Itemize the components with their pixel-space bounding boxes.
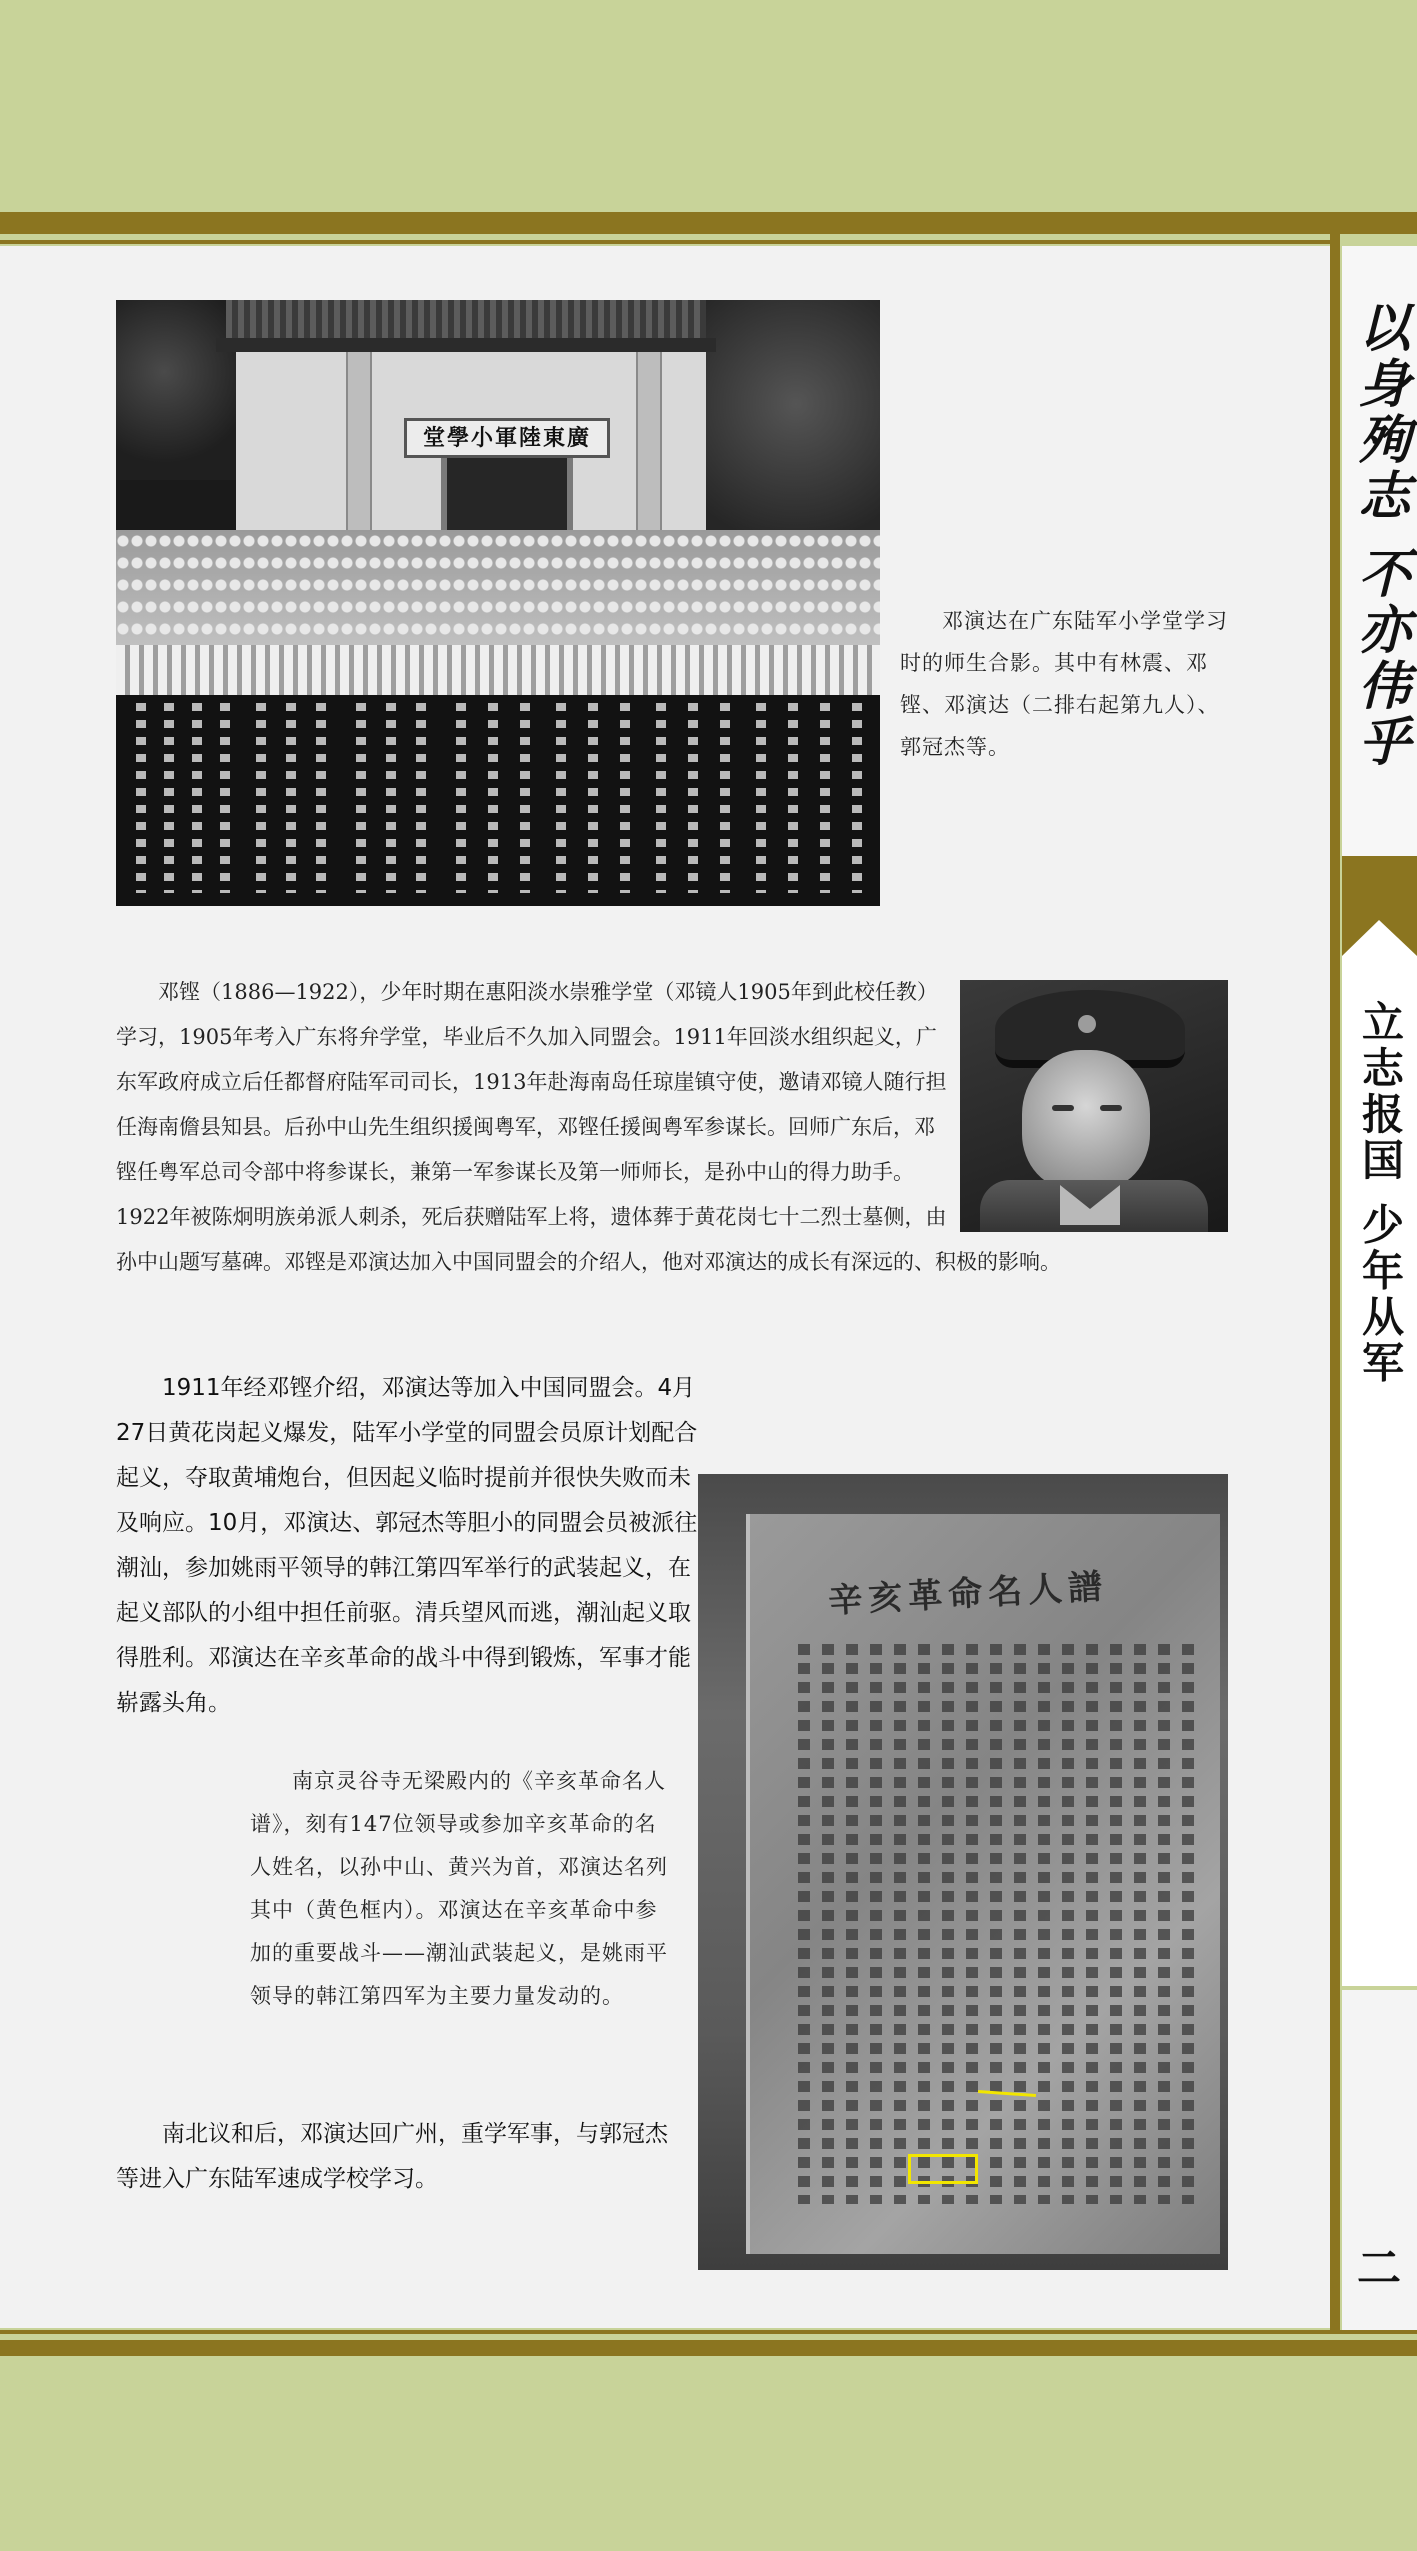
photo-caption-1: 邓演达在广东陆军小学堂学习时的师生合影。其中有林震、邓铿、邓演达（二排右起第九人）、郭冠杰等。: [900, 609, 1228, 759]
stele-slab: [746, 1514, 1220, 2254]
sidebar-rule: [1330, 234, 1340, 2330]
photo-eave: [216, 338, 716, 352]
stele-caption: 南京灵谷寺无梁殿内的《辛亥革命名人谱》，刻有147位领导或参加辛亥革命的名人姓名，以孙中山、黄兴为首，邓演达名列其中（黄色框内）。邓演达在辛亥革命中参加的重要战斗——潮汕武装起义，是姚雨平领导的韩江第四军为主要力量发动的。: [250, 1769, 668, 2008]
stele-photo: [698, 1474, 1228, 2270]
bottom-band: [0, 2356, 1417, 2551]
highlight-box: [908, 2154, 978, 2184]
photo-tree-left: [116, 300, 236, 480]
sidebar-notch-arrow: [1342, 920, 1417, 956]
top-band: [0, 0, 1417, 212]
photo-inscription-panel: [116, 695, 880, 906]
school-group-photo: [116, 300, 880, 906]
page-number: 二: [1357, 2243, 1401, 2294]
biography-text: 邓铿（1886—1922），少年时期在惠阳淡水崇雅学堂（邓镜人1905年到此校任教）学习，1905年考入广东将弁学堂，毕业后不久加入同盟会。1911年回淡水组织起义，广东军政府成立后任都督府陆军司司长，1913年赴海南岛任琼崖镇守使，邀请邓镜人随行担任海南儋县知县。后孙中山先生组织援闽粤军，邓铿任援闽粤军参谋长。回师广东后，邓铿任粤军总司令部中将参谋长，兼第一军参谋长及第一师师长，是孙中山的得力助手。1922年被陈炯明族弟派人刺杀，死后获赠陆军上将，遗体葬于黄花岗七十二烈士墓侧，由孙中山题写墓碑。邓铿是邓演达加入中国同盟会的介绍人，他对邓演达的成长有深远的、积极的影响。: [116, 980, 1061, 1274]
calligraphy-inscription: 以身殉志 不亦伟乎: [1349, 300, 1410, 771]
bottom-rule-thick: [0, 2340, 1417, 2356]
school-plaque: 堂學小軍陸東廣: [404, 418, 610, 458]
top-rule-thin: [0, 240, 1340, 244]
closing-paragraph: 南北议和后，邓演达回广州，重学军事，与郭冠杰等进入广东陆军速成学校学习。: [116, 2121, 668, 2192]
stele-title: 辛亥革命名人譜: [827, 1566, 1110, 1622]
main-paragraph: 1911年经邓铿介绍，邓演达等加入中国同盟会。4月27日黄花岗起义爆发，陆军小学堂的同盟会员原计划配合起义，夺取黄埔炮台，但因起义临时提前并很快失败而未及响应。10月，邓演达、郭冠杰等胆小的同盟会员被派往潮汕，参加姚雨平领导的韩江第四军举行的武装起义，在起义部队的小组中担任前驱。清兵望风而逃，潮汕起义取得胜利。邓演达在辛亥革命的战斗中得到锻炼，军事才能崭露头角。: [116, 1375, 698, 1716]
section-title: 立志报国 少年从军: [1356, 1000, 1405, 1387]
photo-front-row: [116, 645, 880, 695]
biography-block: [116, 970, 1240, 1285]
top-rule-thick: [0, 212, 1417, 234]
bottom-rule-thin: [0, 2330, 1417, 2334]
photo-roof: [226, 300, 706, 340]
closing-paragraph-block: [116, 2112, 676, 2202]
